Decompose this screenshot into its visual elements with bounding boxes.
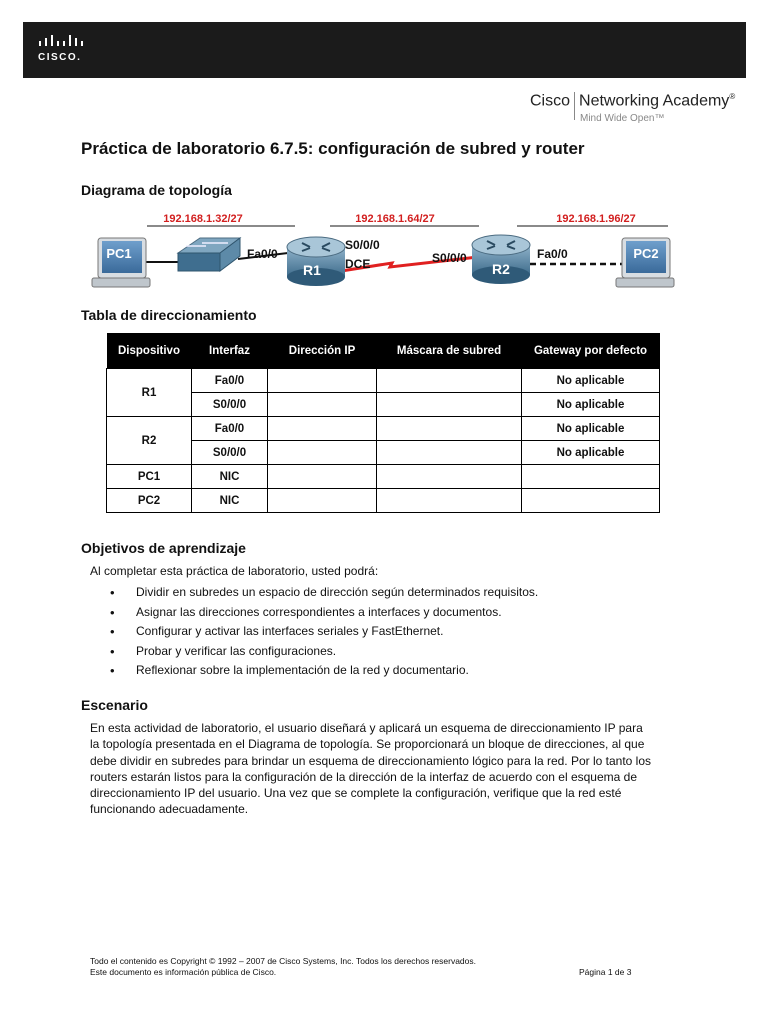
r1-label: R1 [303, 262, 321, 278]
objectives-list [110, 583, 538, 681]
dce-label: DCE [345, 257, 371, 271]
col-dispositivo: Dispositivo [107, 333, 192, 369]
scenario-heading: Escenario [81, 697, 148, 713]
col-interfaz: Interfaz [192, 333, 268, 369]
academy-brand: Cisco [530, 92, 571, 110]
r1-serial-label: S0/0/0 [345, 238, 380, 252]
table-row [107, 417, 660, 441]
col-gateway: Gateway por defecto [522, 333, 660, 369]
cell-ip [268, 393, 377, 417]
cell-device: R1 [107, 369, 192, 417]
cisco-bridge-icon [37, 34, 87, 50]
footer-copyright: Todo el contenido es Copyright © 1992 – 2007 de Cisco Systems, Inc. Todos los derechos reservados. [90, 956, 476, 966]
cell-mask [377, 441, 522, 465]
scenario-line: routers estarán listos para la configuración de la dirección de la interfaz de acuerdo con el esquema de [90, 769, 637, 784]
subnet-label-2: 192.168.1.64/27 [355, 213, 435, 225]
footer-public-notice: Este documento es información pública de Cisco. [90, 967, 277, 977]
addressing-table [106, 333, 660, 513]
list-item: • Reflexionar sobre la implementación de la red y documentario. [110, 661, 538, 681]
topology-diagram [90, 205, 690, 295]
list-item: • Probar y verificar las configuraciones. [110, 642, 538, 662]
r2-serial-label: S0/0/0 [432, 251, 467, 265]
cell-mask [377, 465, 522, 489]
col-direccion-ip: Dirección IP [268, 333, 377, 369]
r2-label: R2 [492, 261, 510, 277]
r1-fa-label: Fa0/0 [247, 247, 278, 261]
academy-registered-mark: ® [729, 92, 736, 101]
cell-gateway: No aplicable [522, 393, 660, 417]
topology-heading: Diagrama de topología [81, 182, 232, 198]
cell-gateway [522, 465, 660, 489]
pc1-icon [92, 238, 150, 287]
subnet-label-3: 192.168.1.96/27 [556, 213, 636, 225]
table-row [107, 489, 660, 513]
cell-ip [268, 369, 377, 393]
scenario-line: direccionamiento IP del usuario. Una vez que se complete la configuración, verifique que la red esté [90, 786, 622, 801]
academy-tagline: Mind Wide Open™ [580, 113, 665, 124]
scenario-line: la topología presentada en el Diagrama de topología. Se proporcionará un bloque de direcciones, al que [90, 737, 645, 752]
cisco-logo-text: CISCO. [38, 52, 82, 63]
cell-gateway: No aplicable [522, 417, 660, 441]
cell-mask [377, 417, 522, 441]
r2-fa-label: Fa0/0 [537, 247, 568, 261]
table-row [107, 369, 660, 393]
cell-ip [268, 465, 377, 489]
objectives-intro: Al completar esta práctica de laboratorio, usted podrá: [90, 564, 379, 578]
cell-interface: NIC [192, 489, 268, 513]
list-item: • Asignar las direcciones correspondientes a interfaces y documentos. [110, 603, 538, 623]
footer [90, 956, 476, 978]
page-title: Práctica de laboratorio 6.7.5: configuración de subred y router [81, 139, 585, 158]
scenario-line: En esta actividad de laboratorio, el usuario diseñará y aplicará un esquema de direccionamiento IP para [90, 721, 643, 735]
networking-academy-logo [530, 92, 746, 124]
pc2-label: PC2 [633, 246, 659, 261]
list-item: • Configurar y activar las interfaces seriales y FastEthernet. [110, 622, 538, 642]
cell-ip [268, 441, 377, 465]
scenario-line: funcionando adecuadamente. [90, 802, 249, 817]
cell-mask [377, 369, 522, 393]
scenario-line: debe dividir en subredes para brindar un esquema de direccionamiento lógico para la red. Por lo tanto los [90, 753, 652, 768]
addressing-heading: Tabla de direccionamiento [81, 307, 257, 323]
cell-device: PC1 [107, 465, 192, 489]
scenario-paragraph [90, 720, 690, 818]
r1-router-icon [287, 237, 345, 286]
cell-mask [377, 393, 522, 417]
cell-gateway [522, 489, 660, 513]
r2-router-icon [472, 235, 530, 284]
objectives-heading: Objetivos de aprendizaje [81, 540, 246, 556]
cell-ip [268, 417, 377, 441]
cell-interface: S0/0/0 [192, 393, 268, 417]
cisco-banner [23, 22, 746, 78]
cell-mask [377, 489, 522, 513]
cell-interface: Fa0/0 [192, 417, 268, 441]
page-number: Página 1 de 3 [579, 967, 632, 977]
pc1-label: PC1 [106, 246, 132, 261]
cell-device: R2 [107, 417, 192, 465]
cell-interface: S0/0/0 [192, 441, 268, 465]
switch-icon [178, 238, 240, 271]
pc2-icon [616, 238, 674, 287]
list-item: • Dividir en subredes un espacio de dirección según determinados requisitos. [110, 583, 538, 603]
col-mascara: Máscara de subred [377, 333, 522, 369]
academy-name: Networking Academy [579, 92, 730, 110]
cell-gateway: No aplicable [522, 441, 660, 465]
cell-device: PC2 [107, 489, 192, 513]
cell-gateway: No aplicable [522, 369, 660, 393]
table-row [107, 465, 660, 489]
cell-interface: Fa0/0 [192, 369, 268, 393]
cell-interface: NIC [192, 465, 268, 489]
subnet-label-1: 192.168.1.32/27 [163, 213, 243, 225]
cell-ip [268, 489, 377, 513]
